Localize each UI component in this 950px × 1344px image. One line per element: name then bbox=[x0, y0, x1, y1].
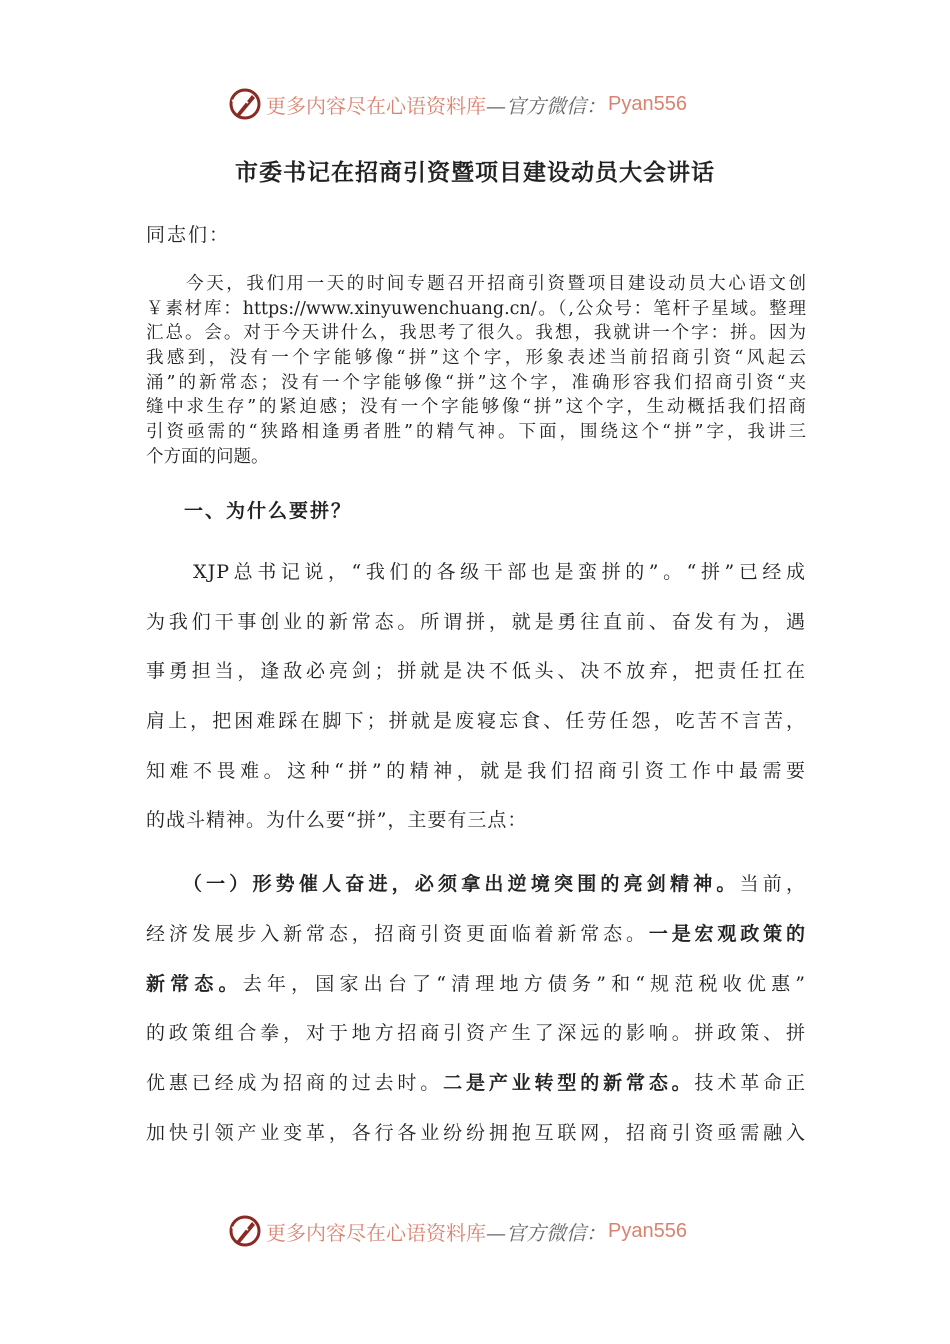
watermark-text: 更多内容尽在心语资料库 bbox=[266, 1220, 486, 1245]
quill-logo-icon bbox=[228, 87, 262, 121]
text-line: 涌”的新常态；没有一个字能够像“拼”这个字，准确形容我们招商引资“夹 bbox=[146, 372, 806, 393]
document-title: 市委书记在招商引资暨项目建设动员大会讲话 bbox=[235, 159, 715, 186]
text-line: 今天，我们用一天的时间专题召开招商引资暨项目建设动员大心语文创 bbox=[146, 274, 806, 294]
text: 知难不畏难。这种“拼”的精神，就是我们招商引资工作中最需要 bbox=[146, 759, 806, 782]
watermark-wechat-label: —官方微信： bbox=[486, 93, 606, 118]
greeting: 同志们： bbox=[146, 224, 231, 246]
footer-watermark bbox=[228, 1213, 687, 1249]
text-line: 我感到，没有一个字能够像“拼”这个字，形象表述当前招商引资“风起云 bbox=[146, 348, 806, 369]
text-line: 汇总。会。对于今天讲什么，我思考了很久。我想，我就讲一个字：拼。因为 bbox=[146, 323, 806, 344]
text: 优惠已经成为招商的过去时。 bbox=[146, 1071, 444, 1094]
text: 的战斗精神。为什么要“拼”，主要有三点： bbox=[146, 809, 528, 832]
text-line bbox=[146, 968, 806, 1018]
text-line bbox=[146, 1017, 806, 1067]
text-line bbox=[146, 755, 806, 805]
section-heading: 一、为什么要拼？ bbox=[184, 500, 353, 522]
text: XJP总书记说，“我们的各级干部也是蛮拼的”。“拼”已经成 bbox=[146, 561, 806, 583]
text-line bbox=[146, 1117, 806, 1167]
text-line bbox=[146, 1067, 806, 1117]
section-body bbox=[146, 556, 806, 1166]
text-line bbox=[146, 606, 806, 656]
bold-text: 二是产业转型的新常态。 bbox=[443, 1071, 695, 1094]
text-line bbox=[146, 705, 806, 755]
text: 事勇担当，逢敌必亮剑；拼就是决不低头、决不放弃，把责任扛在 bbox=[146, 660, 806, 683]
bold-text: 一是宏观政策的 bbox=[648, 922, 806, 945]
bold-text: （一）形势催人奋进，必须拿出逆境突围的亮剑精神。 bbox=[146, 873, 740, 896]
text: 的政策组合拳，对于地方招商引资产生了深远的影响。拼政策、拼 bbox=[146, 1022, 806, 1045]
quill-logo-icon bbox=[228, 1214, 262, 1248]
text: 经济发展步入新常态，招商引资更面临着新常态。 bbox=[146, 922, 649, 945]
text-line bbox=[146, 655, 806, 705]
watermark-wechat-id: Pyan556 bbox=[608, 1219, 687, 1242]
watermark-wechat-label: —官方微信： bbox=[486, 1220, 606, 1245]
text-line: ￥素材库：https://www.xinyuwenchuang.cn/。（,公众号：笔杆子星域。整理 bbox=[146, 298, 806, 319]
text: 去年，国家出台了“清理地方债务”和“规范税收优惠” bbox=[242, 972, 806, 995]
text-line: 缝中求生存”的紧迫感；没有一个字能够像“拼”这个字，生动概括我们招商 bbox=[146, 397, 806, 418]
watermark-wechat-id: Pyan556 bbox=[608, 92, 687, 115]
text: 技术革命正 bbox=[694, 1071, 806, 1094]
text: 肩上，把困难踩在脚下；拼就是废寝忘食、任劳任怨，吃苦不言苦， bbox=[146, 710, 806, 733]
text-line bbox=[146, 868, 806, 918]
text: 当前， bbox=[739, 873, 806, 896]
text-line bbox=[146, 918, 806, 968]
bold-text: 新常态。 bbox=[146, 972, 243, 995]
text-line bbox=[146, 556, 806, 606]
text-line: 个方面的问题。 bbox=[146, 446, 269, 467]
watermark-text: 更多内容尽在心语资料库 bbox=[266, 93, 486, 118]
intro-paragraph bbox=[146, 272, 806, 470]
text-line: 引资亟需的“狭路相逢勇者胜”的精气神。下面，围绕这个“拼”字，我讲三 bbox=[146, 422, 806, 443]
header-watermark bbox=[228, 86, 687, 122]
text: 加快引领产业变革，各行各业纷纷拥抱互联网，招商引资亟需融入 bbox=[146, 1121, 806, 1144]
text: 为我们干事创业的新常态。所谓拼，就是勇往直前、奋发有为，遇 bbox=[146, 610, 806, 633]
text-line bbox=[146, 804, 806, 854]
